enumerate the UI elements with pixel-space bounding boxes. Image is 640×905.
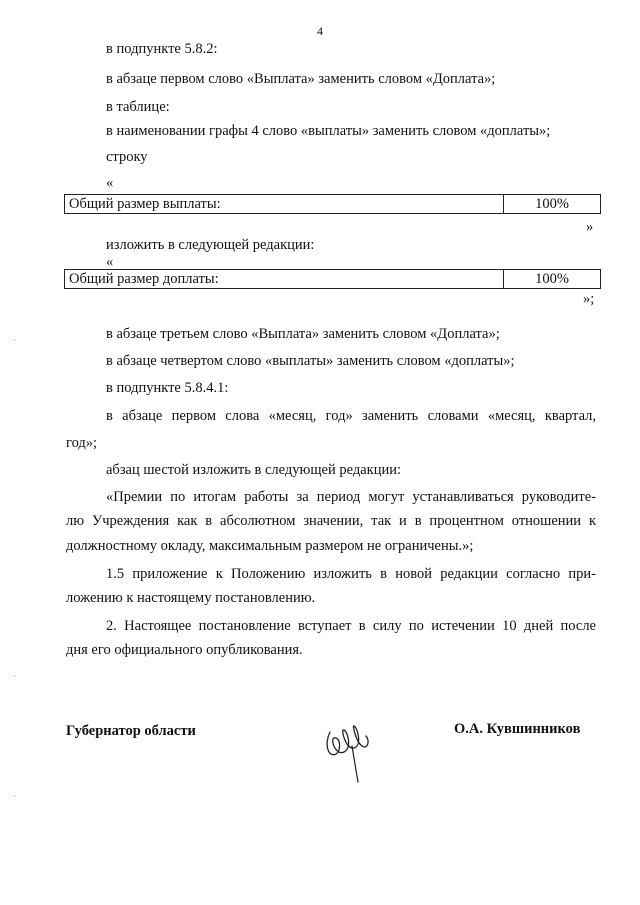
signature-scribble-icon (322, 702, 382, 786)
text-line: должностному окладу, максимальным размером не ограничены.»; (66, 538, 474, 554)
text-line: в абзаце четвертом слово «выплаты» заменить словом «доплаты»; (106, 353, 515, 369)
text-line: строку (106, 149, 148, 165)
text-line: ложению к настоящему постановлению. (66, 590, 316, 606)
text-line: в наименовании графы 4 слово «выплаты» заменить словом «доплаты»; (106, 123, 551, 139)
text-line: 2. Настоящее постановление вступает в силу по истечении 10 дней после (106, 618, 596, 634)
text-line: 1.5 приложение к Положению изложить в новой редакции согласно при- (106, 566, 596, 582)
table-old-row (64, 194, 601, 214)
open-quote: « (106, 254, 114, 270)
table-new-row (64, 269, 601, 289)
text-line: изложить в следующей редакции: (106, 237, 315, 253)
text-line: в подпункте 5.8.2: (106, 41, 218, 57)
open-quote: « (106, 175, 114, 191)
page-number: 4 (317, 24, 323, 38)
text-line: абзац шестой изложить в следующей редакции: (106, 462, 401, 478)
table-cell-label: Общий размер доплаты: (65, 270, 504, 289)
text-line: в таблице: (106, 99, 170, 115)
table-cell-value: 100% (504, 195, 601, 214)
scan-artifact (14, 796, 15, 797)
text-line: в подпункте 5.8.4.1: (106, 380, 229, 396)
text-line: «Премии по итогам работы за период могут устанавливаться руководите- (106, 489, 596, 505)
scan-artifact (14, 340, 15, 341)
text-line: в абзаце первом слово «Выплата» заменить словом «Доплата»; (106, 71, 496, 87)
close-quote: »; (583, 291, 595, 307)
signature-position: Губернатор области (66, 723, 196, 739)
text-line: дня его официального опубликования. (66, 642, 303, 658)
close-quote: » (586, 219, 594, 235)
scan-artifact (14, 676, 15, 677)
text-line: в абзаце третьем слово «Выплата» заменить словом «Доплата»; (106, 326, 500, 342)
text-line: год»; (66, 435, 98, 451)
signature-name: О.А. Кувшинников (454, 721, 581, 737)
text-line: в абзаце первом слова «месяц, год» заменить словами «месяц, квартал, (106, 408, 596, 424)
table-cell-label: Общий размер выплаты: (65, 195, 504, 214)
text-line: лю Учреждения как в абсолютном значении, так и в процентном отношении к (66, 513, 596, 529)
table-cell-value: 100% (504, 270, 601, 289)
